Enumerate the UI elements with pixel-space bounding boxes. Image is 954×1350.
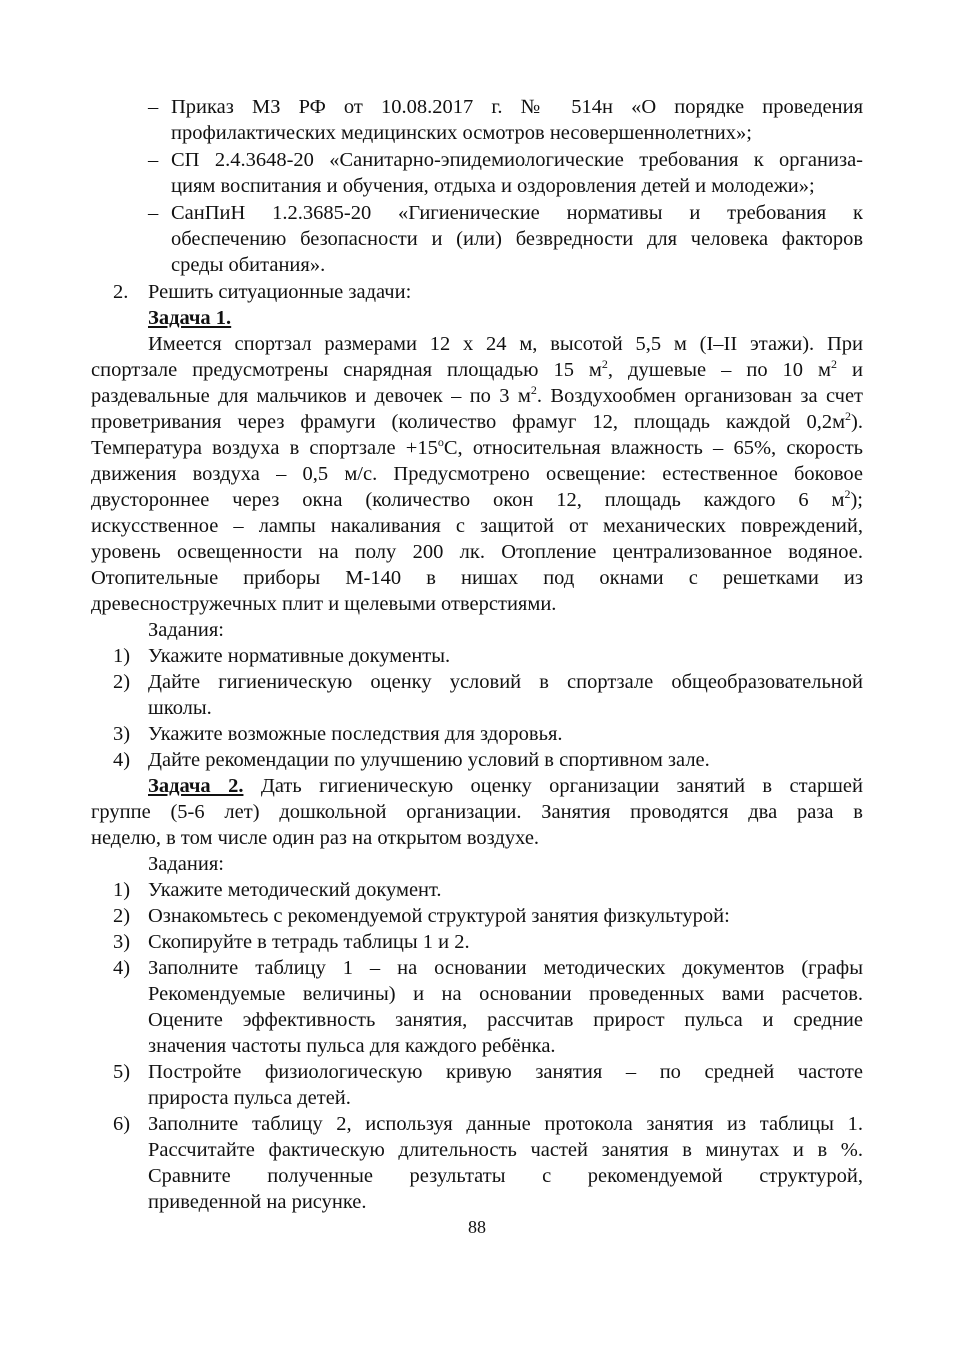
list-number: 1) (113, 645, 131, 667)
paragraph-line: Имеется спортзал размерами 12 х 24 м, высотой 5,5 м (I–II этажи). При (148, 333, 863, 355)
paragraph-line: уровень освещенности на полу 200 лк. Отопление централизованное водяное. (91, 541, 863, 563)
list-number: 3) (113, 931, 131, 953)
list-text: Решить ситуационные задачи: (148, 281, 412, 303)
task1-title: Задача 1. (148, 307, 232, 329)
paragraph-line: проветривания через фрамуги (количество фрамуг 12, площадь каждой $0,2м^2$). (91, 409, 863, 433)
list-number: 1) (113, 879, 131, 901)
list-number: 2) (113, 905, 131, 927)
list-text: Дайте рекомендации по улучшению условий в спортивном зале. (148, 749, 710, 771)
bullet-line: Приказ МЗ РФ от 10.08.2017 г. № 514н «О порядке проведения (171, 96, 863, 118)
bullet-line: профилактических медицинских осмотров несовершеннолетних»; (171, 122, 752, 144)
list-text: Укажите нормативные документы. (148, 645, 451, 667)
bullet-line: циям воспитания и обучения, отдыха и оздоровления детей и молодежи»; (171, 175, 815, 197)
list-number: 4) (113, 957, 131, 979)
list-number: 5) (113, 1061, 131, 1083)
list-text: Рассчитайте фактическую длительность частей занятия в минутах и в %. (148, 1139, 863, 1161)
list-text: Скопируйте в тетрадь таблицы 1 и 2. (148, 931, 470, 953)
paragraph-line: движения воздуха – 0,5 м/с. Предусмотрено освещение: естественное боковое (91, 463, 863, 485)
list-text: Ознакомьтесь с рекомендуемой структурой занятия физкультурой: (148, 905, 730, 927)
list-text: прироста пульса детей. (148, 1087, 351, 1109)
list-text: Оцените эффективность занятия, рассчитав прирост пульса и средние (148, 1009, 863, 1031)
list-text: значения частоты пульса для каждого ребёнка. (148, 1035, 556, 1057)
bullet-line: СанПиН 1.2.3685-20 «Гигиенические нормативы и требования к (171, 202, 863, 224)
list-text: школы. (148, 697, 212, 719)
page-number: 88 (468, 1217, 486, 1237)
list-number: 3) (113, 723, 131, 745)
bullet-marker: – (148, 149, 159, 171)
list-number: 4) (113, 749, 131, 771)
paragraph-line: группе (5-6 лет) дошкольной организации. Занятия проводятся два раза в (91, 801, 863, 823)
paragraph-line: раздевальные для мальчиков и девочек – по 3 $м^2$. Воздухообмен организован за счет (91, 383, 863, 407)
list-number: 2. (113, 281, 129, 303)
paragraph-line: неделю, в том числе один раз на открытом воздухе. (91, 827, 540, 849)
bullet-line: обеспечению безопасности и (или) безвредности для человека факторов (171, 228, 863, 250)
tasks-label: Задания: (148, 619, 224, 641)
paragraph-line: искусственное – лампы накаливания с защитой от механических повреждений, (91, 515, 863, 537)
paragraph-line: двустороннее через окна (количество окон 12, площадь каждого 6 $м^2$); (91, 487, 863, 511)
list-text: Постройте физиологическую кривую занятия – по средней частоте (148, 1061, 863, 1083)
list-text: Заполните таблицу 1 – на основании методических документов (графы (148, 957, 863, 979)
list-text: Заполните таблицу 2, используя данные протокола занятия из таблицы 1. (148, 1113, 863, 1135)
paragraph-line: Задача 2. Дать гигиеническую оценку организации занятий в старшей (148, 775, 864, 797)
list-number: 2) (113, 671, 131, 693)
tasks-label: Задания: (148, 853, 224, 875)
paragraph-line: древесностружечных плит и щелевыми отверстиями. (91, 593, 557, 615)
bullet-marker: – (148, 202, 159, 224)
bullet-line: СП 2.4.3648-20 «Санитарно-эпидемиологические требования к организа- (171, 149, 863, 171)
bullet-line: среды обитания». (171, 254, 326, 276)
paragraph-line: Температура воздуха в спортзале $+15^oС$, относительная влажность – 65%, скорость (91, 435, 863, 459)
list-text: приведенной на рисунке. (148, 1191, 367, 1213)
bullet-marker: – (148, 96, 159, 118)
list-text: Дайте гигиеническую оценку условий в спортзале общеобразовательной (148, 671, 863, 693)
list-text: Сравните полученные результаты с рекомендуемой структурой, (148, 1165, 863, 1187)
list-text: Рекомендуемые величины) и на основании проведенных вами расчетов. (148, 983, 863, 1005)
list-number: 6) (113, 1113, 131, 1135)
list-text: Укажите возможные последствия для здоровья. (148, 723, 563, 745)
list-text: Укажите методический документ. (148, 879, 442, 901)
paragraph-line: Отопительные приборы М-140 в нишах под окнами с решетками из (91, 567, 863, 589)
paragraph-line: спортзале предусмотрены снарядная площадью 15 $м^2$, душевые – по 10 $м^2$ и (91, 357, 863, 381)
task2-title: Задача 2. (148, 775, 244, 797)
